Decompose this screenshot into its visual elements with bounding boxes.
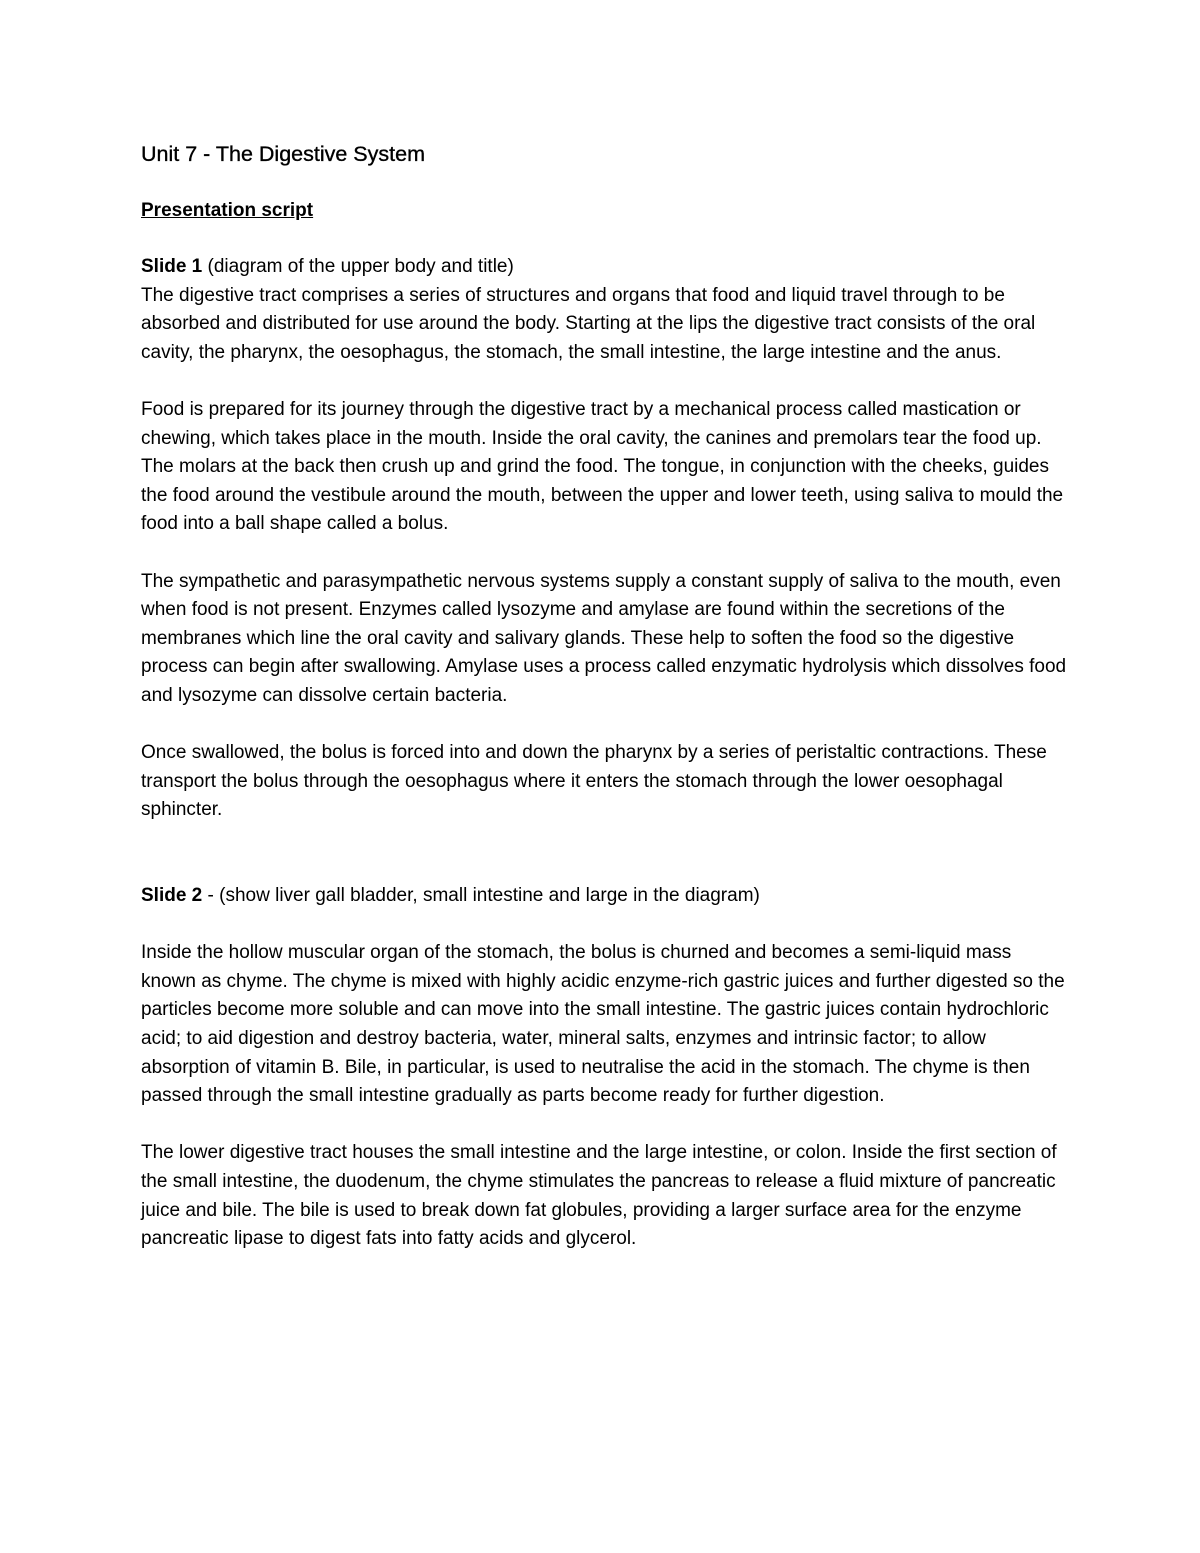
document-subtitle: Presentation script <box>141 200 314 221</box>
slide-2-note: - (show liver gall bladder, small intestine and large in the diagram) <box>202 885 760 907</box>
slide-2-label: Slide 2 <box>141 885 203 907</box>
slide-1-heading <box>141 253 1071 282</box>
slide-1-section <box>141 253 1071 825</box>
slide-1-paragraph-3: The sympathetic and parasympathetic nervous systems supply a constant supply of saliva to the mouth, even when food is not present. Enzymes called lysozyme and amylase are found within the secretions of the membranes which line the oral cavity and salivary glands. These help to soften the food so the digestive process can begin after swallowing. Amylase uses a process called enzymatic hydrolysis which dissolves food and lysozyme can dissolve certain bacteria. <box>141 570 1067 706</box>
slide-2-paragraph-2: The lower digestive tract houses the small intestine and the large intestine, or colon. Inside the first section of the small intestine, the duodenum, the chyme stimulates the pancreas to release a fluid mixture of pancreatic juice and bile. The bile is used to break down fat globules, providing a larger surface area for the enzyme pancreatic lipase to digest fats into fatty acids and glycerol. <box>141 1142 1057 1250</box>
document-page <box>141 140 1071 1282</box>
section-spacer <box>141 853 1071 882</box>
slide-1-paragraph-2: Food is prepared for its journey through the digestive tract by a mechanical process called mastication or chewing, which takes place in the mouth. Inside the oral cavity, the canines and premolars tear the food up. The molars at the back then crush up and grind the food. The tongue, in conjunction with the cheeks, guides the food around the vestibule around the mouth, between the upper and lower teeth, using saliva to mould the food into a ball shape called a bolus. <box>141 398 1064 535</box>
slide-1-label: Slide 1 <box>141 256 203 277</box>
slide-1-note: (diagram of the upper body and title) <box>202 256 514 277</box>
slide-2-paragraph-1: Inside the hollow muscular organ of the stomach, the bolus is churned and becomes a semi-liquid mass known as chyme. The chyme is mixed with highly acidic enzyme-rich gastric juices and further digested so the particles become more soluble and can move into the small intestine. The gastric juices contain hydrochloric acid; to aid digestion and destroy bacteria, water, mineral salts, enzymes and intrinsic factor; to allow absorption of vitamin B. Bile, in particular, is used to neutralise the acid in the stomach. The chyme is then passed through the small intestine gradually as parts become ready for further digestion. <box>141 942 1065 1107</box>
document-title: Unit 7 - The Digestive System <box>141 142 425 166</box>
slide-2-heading <box>141 882 1071 911</box>
slide-1-paragraph-4: Once swallowed, the bolus is forced into and down the pharynx by a series of peristaltic contractions. These transport the bolus through the oesophagus where it enters the stomach through the lower oesophagal sphincter. <box>141 742 1047 821</box>
slide-1-paragraph-1: The digestive tract comprises a series of structures and organs that food and liquid travel through to be absorbed and distributed for use around the body. Starting at the lips the digestive tract consists of the oral cavity, the pharynx, the oesophagus, the stomach, the small intestine, the large intestine and the anus. <box>141 284 1036 363</box>
slide-2-section <box>141 882 1071 1254</box>
